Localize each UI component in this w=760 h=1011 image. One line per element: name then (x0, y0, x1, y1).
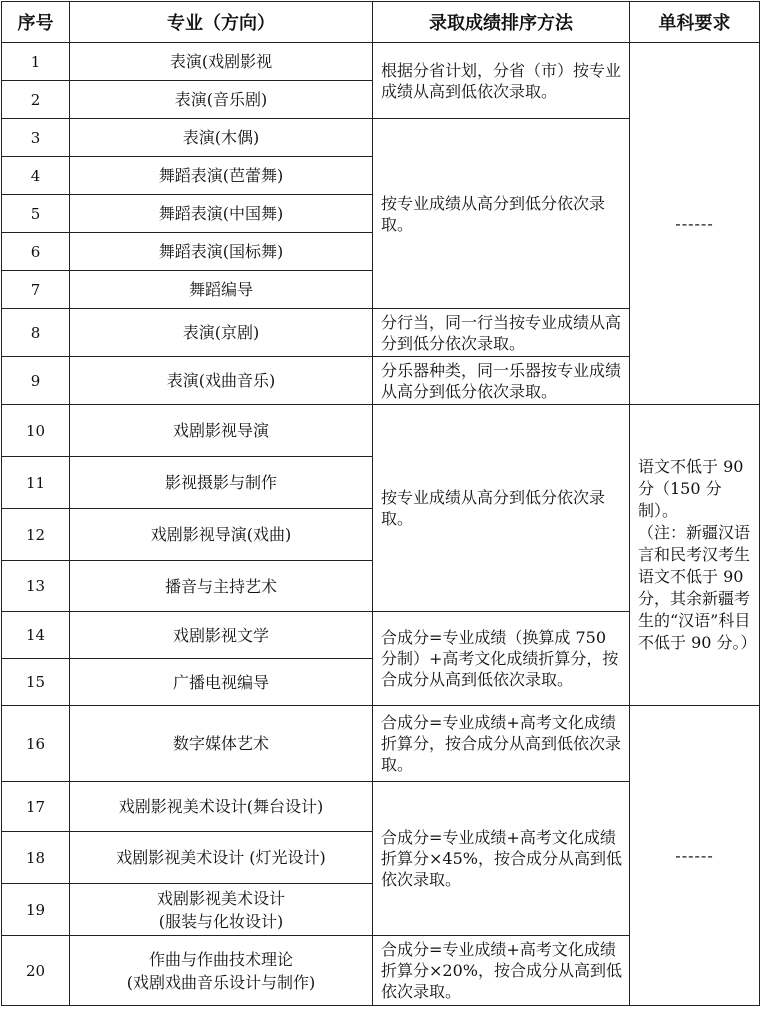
row-number: 3 (2, 119, 70, 157)
header-requirement: 单科要求 (630, 2, 760, 43)
header-major: 专业（方向） (70, 2, 373, 43)
major-name: 广播电视编导 (70, 659, 373, 706)
major-name: 表演(音乐剧) (70, 81, 373, 119)
row-number: 11 (2, 457, 70, 509)
major-name: 影视摄影与制作 (70, 457, 373, 509)
subject-requirement: ------ (630, 706, 760, 1006)
subject-requirement: ------ (630, 43, 760, 405)
row-number: 1 (2, 43, 70, 81)
row-number: 6 (2, 233, 70, 271)
major-name: 舞蹈表演(芭蕾舞) (70, 157, 373, 195)
row-number: 15 (2, 659, 70, 706)
table-header-row (2, 2, 760, 43)
major-name: 表演(戏曲音乐) (70, 357, 373, 405)
row-number: 16 (2, 706, 70, 782)
table-row (2, 43, 760, 81)
table-row (2, 405, 760, 457)
table-row (2, 706, 760, 782)
major-name: 戏剧影视导演 (70, 405, 373, 457)
major-name: 戏剧影视美术设计 (服装与化妆设计) (70, 884, 373, 936)
row-number: 8 (2, 309, 70, 357)
row-number: 19 (2, 884, 70, 936)
row-number: 20 (2, 936, 70, 1006)
major-name: 舞蹈编导 (70, 271, 373, 309)
subject-requirement: 语文不低于 90 分（150 分制）。 （注：新疆汉语言和民考汉考生语文不低于 90 分，其余新疆考生的“汉语”科目不低于 90 分。） (630, 405, 760, 706)
major-name: 表演(木偶) (70, 119, 373, 157)
major-name: 作曲与作曲技术理论 (戏剧戏曲音乐设计与制作) (70, 936, 373, 1006)
row-number: 12 (2, 509, 70, 561)
major-name: 表演(京剧) (70, 309, 373, 357)
row-number: 5 (2, 195, 70, 233)
ranking-method: 合成分=专业成绩+高考文化成绩折算分×45%，按合成分从高到低依次录取。 (373, 782, 630, 936)
ranking-method: 分乐器种类，同一乐器按专业成绩从高分到低分依次录取。 (373, 357, 630, 405)
row-number: 18 (2, 832, 70, 884)
row-number: 10 (2, 405, 70, 457)
ranking-method: 根据分省计划，分省（市）按专业成绩从高到低依次录取。 (373, 43, 630, 119)
major-name: 表演(戏剧影视 (70, 43, 373, 81)
ranking-method: 合成分=专业成绩（换算成 750 分制）+高考文化成绩折算分，按合成分从高到低依次录取。 (373, 612, 630, 706)
major-name: 戏剧影视美术设计 (灯光设计) (70, 832, 373, 884)
row-number: 13 (2, 561, 70, 612)
major-name: 数字媒体艺术 (70, 706, 373, 782)
header-no: 序号 (2, 2, 70, 43)
major-name: 戏剧影视文学 (70, 612, 373, 659)
row-number: 7 (2, 271, 70, 309)
major-name: 戏剧影视导演(戏曲) (70, 509, 373, 561)
row-number: 17 (2, 782, 70, 832)
major-name: 播音与主持艺术 (70, 561, 373, 612)
admission-table (1, 1, 760, 1006)
major-name: 戏剧影视美术设计(舞台设计) (70, 782, 373, 832)
ranking-method: 按专业成绩从高分到低分依次录取。 (373, 405, 630, 612)
header-method: 录取成绩排序方法 (373, 2, 630, 43)
row-number: 9 (2, 357, 70, 405)
ranking-method: 按专业成绩从高分到低分依次录取。 (373, 119, 630, 309)
major-name: 舞蹈表演(国标舞) (70, 233, 373, 271)
ranking-method: 合成分=专业成绩+高考文化成绩折算分，按合成分从高到低依次录取。 (373, 706, 630, 782)
row-number: 4 (2, 157, 70, 195)
row-number: 14 (2, 612, 70, 659)
ranking-method: 合成分=专业成绩+高考文化成绩折算分×20%，按合成分从高到低依次录取。 (373, 936, 630, 1006)
row-number: 2 (2, 81, 70, 119)
major-name: 舞蹈表演(中国舞) (70, 195, 373, 233)
ranking-method: 分行当，同一行当按专业成绩从高分到低分依次录取。 (373, 309, 630, 357)
